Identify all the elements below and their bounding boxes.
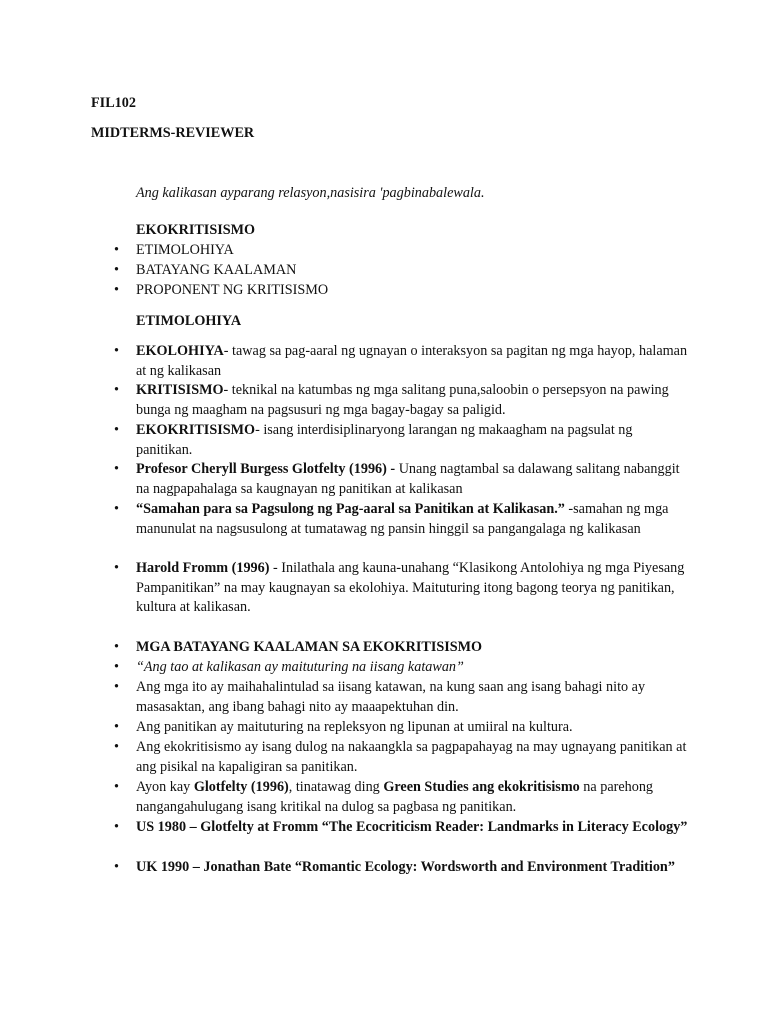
bullet-icon: • [114, 659, 119, 675]
epigraph: Ang kalikasan ayparang relasyon,nasisira 'pagbinabalewala. [136, 185, 485, 201]
list-item: • EKOKRITISISMO- isang interdisiplinaryong larangan ng makaagham na pagsulat ng panitikan. [114, 422, 633, 458]
list-item: • US 1980 – Glotfelty at Fromm “The Ecocriticism Reader: Landmarks in Literacy Ecology” [136, 818, 691, 838]
list-item: • ETIMOLOHIYA [136, 241, 691, 261]
list-item [114, 638, 691, 658]
list-item: • Ang panitikan ay maituturing na repleksyon ng lipunan at umiiral na kultura. [136, 718, 691, 738]
list-item: • Ang mga ito ay maihahalintulad sa iisang katawan, na kung saan ang isang bahagi nito ay masasaktan, ang ibang bahagi nito ay maaapektuhan din. [114, 679, 646, 715]
bullet-icon: • [114, 422, 119, 438]
list-item: • Ang ekokritisismo ay isang dulog na nakaangkla sa pagpapahayag na may ugnayang panitikan at ang pisikal na kapaligiran sa panitikan. [114, 739, 687, 775]
bullet-icon: • [114, 739, 119, 755]
document-title: MIDTERMS-REVIEWER [91, 125, 255, 141]
list-item: • “Ang tao at kalikasan ay maituturing na iisang katawan” [136, 658, 691, 678]
bullet-icon: • [114, 382, 119, 398]
bullet-icon: • [114, 679, 119, 695]
list-item: • Ayon kay Glotfelty (1996), tinatawag ding Green Studies ang ekokritisismo na parehong nangangahulugang isang kritikal na dulog sa pagbasa ng panitikan. [114, 779, 654, 815]
course-code: FIL102 [91, 95, 136, 111]
list-item: • “Samahan para sa Pagsulong ng Pag-aaral sa Panitikan at Kalikasan.” -samahan ng mga manunulat na nagsusulong at tumatawag ng pansin hinggil sa pangangalaga ng kalikasan [114, 501, 669, 537]
list-item: • Profesor Cheryll Burgess Glotfelty (1996) - Unang nagtambal sa dalawang salitang nabanggit na nagpapahalaga sa kaugnayan ng panitikan at kalikasan [114, 461, 680, 497]
bullet-icon: • [114, 779, 119, 795]
section-heading-batayang: MGA BATAYANG KAALAMAN SA EKOKRITISISMO [136, 639, 483, 655]
bullet-icon: • [114, 819, 119, 835]
bullet-icon: • [114, 343, 119, 359]
bullet-icon: • [114, 282, 119, 298]
list-item: • EKOLOHIYA- tawag sa pag-aaral ng ugnayan o interaksyon sa pagitan ng mga hayop, halaman at ng kalikasan [114, 343, 688, 379]
bullet-icon: • [114, 639, 119, 655]
bullet-icon: • [114, 262, 119, 278]
list-item: • KRITISISMO- teknikal na katumbas ng mga salitang puna,saloobin o persepsyon na pawing bunga ng maagham na pagsusuri ng mga bagay-bagay sa paligid. [114, 382, 669, 418]
section-heading-ekokritisismo: EKOKRITISISMO [136, 222, 256, 238]
bullet-icon: • [114, 560, 119, 576]
list-item: • PROPONENT NG KRITISISMO [136, 281, 691, 301]
bullet-icon: • [114, 859, 119, 875]
list-item: • BATAYANG KAALAMAN [136, 261, 691, 281]
bullet-icon: • [114, 501, 119, 517]
bullet-icon: • [114, 719, 119, 735]
bullet-icon: • [114, 242, 119, 258]
bullet-icon: • [114, 461, 119, 477]
list-item: • Harold Fromm (1996) - Inilathala ang kauna-unahang “Klasikong Antolohiya ng mga Piyesang Pampanitikan” na may kaugnayan sa ekolohiya. Maituturing itong bagong teorya ng panitikan, kultura at kalikasan. [114, 560, 685, 615]
section-heading-etimolohiya: ETIMOLOHIYA [136, 313, 242, 329]
list-item: • UK 1990 – Jonathan Bate “Romantic Ecology: Wordsworth and Environment Tradition” [136, 858, 691, 878]
